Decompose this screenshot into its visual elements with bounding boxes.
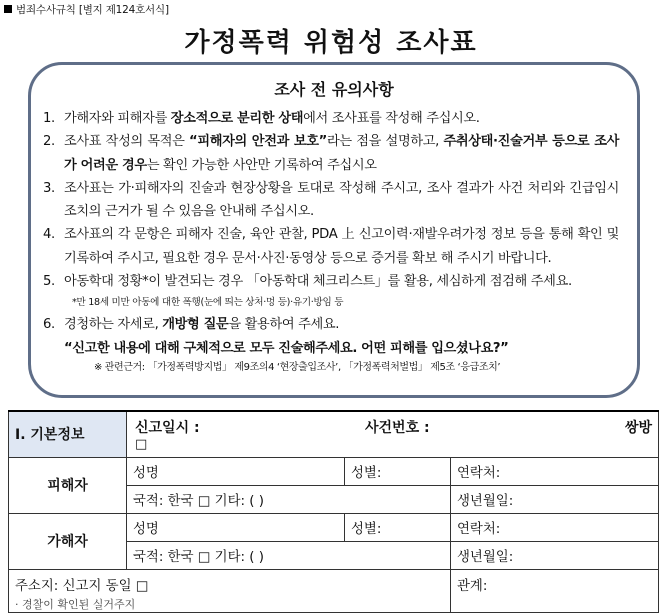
square-bullet-icon [4, 5, 12, 13]
address-cut-text: · 경찰이 확인된 실거주지 [15, 597, 136, 611]
notice-item-1: 1. 가해자와 피해자를 장소적으로 분리한 상태에서 조사표를 작성해 주십시오. [43, 111, 480, 126]
notice-box [28, 62, 640, 398]
notice-item-3-text: 조사표는 가·피해자의 진술과 현장상황을 토대로 작성해 주시고, 조사 결과가 사건 처리와 긴급임시조치의 근거가 될 수 있음을 안내해 주십시오. [64, 180, 619, 220]
address-field[interactable] [9, 569, 451, 612]
offender-birth-field[interactable]: 생년월일: [451, 541, 659, 569]
victim-name-field[interactable]: 성명 [127, 457, 345, 485]
notice-item-5-footnote: *만 18세 미만 아동에 대한 폭행(눈에 띄는 상처·멍 등)·유기·방임 등 [72, 297, 344, 309]
notice-item-1-text: 가해자와 피해자를 장소적으로 분리한 상태에서 조사표를 작성해 주십시오. [64, 111, 480, 126]
victim-contact-field[interactable]: 연락처: [451, 457, 659, 485]
case-number-label: 사건번호 : [365, 420, 430, 436]
notice-item-2: 2. 조사표 작성의 목적은 “피해자의 안전과 보호”라는 점을 설명하고, 주취상태·진술거부 등으로 조사가 어려운 경우는 확인 가능한 사안만 기록하여 주십시오 [43, 130, 619, 177]
notice-item-6-quote: “신고한 내용에 대해 구체적으로 모두 진술해주세요. 어떤 피해를 입으셨나요?” [64, 340, 509, 356]
victim-birth-field[interactable]: 생년월일: [451, 485, 659, 513]
offender-name-field[interactable]: 성명 [127, 513, 345, 541]
offender-label: 가해자 [9, 513, 127, 569]
notice-item-4-text: 조사표의 각 문항은 피해자 진술, 육안 관찰, PDA 上 신고이력·재발우려가정 정보 등을 통해 확인 및 기록하여 주시고, 필요한 경우 문서·사진·동영상 등으로 증거를 확보 해 주시기 바랍니다. [64, 227, 619, 266]
victim-nationality-field[interactable]: 국적: 한국 □ 기타: ( ) [127, 485, 451, 513]
notice-item-5-text: 아동학대 정황*이 발견되는 경우 「아동학대 체크리스트」를 활용, 세심하게 점검해 주세요. [64, 274, 572, 290]
victim-label: 피해자 [9, 457, 127, 513]
offender-gender-field[interactable]: 성별: [345, 513, 451, 541]
form-number: [별지 제124호서식] [78, 4, 169, 16]
page-title: 가정폭력 위험성 조사표 [184, 28, 478, 58]
offender-nationality-field[interactable]: 국적: 한국 □ 기타: ( ) [127, 541, 451, 569]
notice-item-3: 3. 조사표는 가·피해자의 진술과 현장상황을 토대로 작성해 주시고, 조사 결과가 사건 처리와 긴급임시조치의 근거가 될 수 있음을 안내해 주십시오. [43, 177, 619, 224]
offender-contact-field[interactable]: 연락처: [451, 513, 659, 541]
twin-checkbox[interactable]: □ [135, 437, 148, 452]
notice-item-6-text: 경청하는 자세로, 개방형 질문을 활용하여 주세요. [64, 317, 340, 333]
notice-title: 조사 전 유의사항 [274, 80, 394, 99]
notice-item-4: 4. 조사표의 각 문항은 피해자 진술, 육안 관찰, PDA 上 신고이력·재발우려가정 정보 등을 통해 확인 및 기록하여 주시고, 필요한 경우 문서·사진·동영상 등으로 증거를 확보 해 주시기 바랍니다. [43, 223, 619, 270]
notice-item-5: 5. 아동학대 정황*이 발견되는 경우 「아동학대 체크리스트」를 활용, 세심하게 점검해 주세요. *만 18세 미만 아동에 대한 폭행(눈에 띄는 상처·멍 등)·유기·방임 등 [43, 270, 619, 313]
form-header [4, 2, 169, 17]
notice-item-6: 6. 경청하는 자세로, 개방형 질문을 활용하여 주세요. “신고한 내용에 대해 구체적으로 모두 진술해주세요. 어떤 피해를 입으셨나요?” ※ 관련근거: 「가정폭력방지법」 제9조의4 ‘현장출입조사’, 「가정폭력처벌법」 제5조 ‘응급조치’ [43, 313, 619, 376]
report-header-cell [127, 411, 659, 457]
report-line [133, 414, 652, 436]
report-date-label: 신고일시 : [135, 420, 200, 436]
legal-reference: ※ 관련근거: 「가정폭력방지법」 제9조의4 ‘현장출입조사’, 「가정폭력처벌법」 제5조 ‘응급조치’ [94, 361, 501, 373]
twin-label: 쌍방 [624, 420, 653, 436]
section-title: Ⅰ. 기본정보 [9, 411, 127, 457]
relation-field[interactable]: 관계: [451, 569, 659, 612]
regulation-name: 범죄수사규칙 [16, 4, 76, 16]
notice-list [43, 107, 619, 376]
victim-gender-field[interactable]: 성별: [345, 457, 451, 485]
notice-item-2-text: 조사표 작성의 목적은 “피해자의 안전과 보호”라는 점을 설명하고, 주취상태·진술거부 등으로 조사가 어려운 경우는 확인 가능한 사안만 기록하여 주십시오 [64, 134, 619, 173]
address-label: 주소지: 신고지 동일 □ [15, 578, 149, 594]
basic-info-form [8, 410, 659, 613]
